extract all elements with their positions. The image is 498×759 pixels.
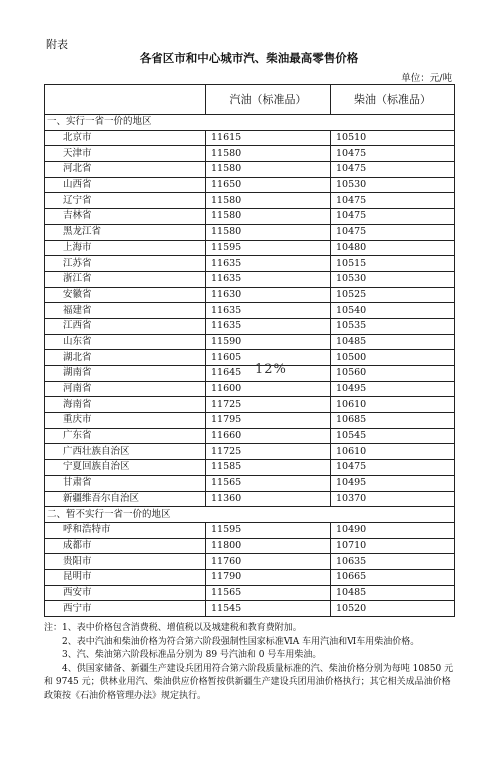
- table-row: [45, 224, 455, 240]
- region-cell: 江西省: [45, 318, 206, 334]
- price-table: [44, 84, 455, 617]
- diesel-price-cell: 10475: [331, 209, 455, 225]
- table-row: [45, 256, 455, 272]
- region-cell: 福建省: [45, 303, 206, 319]
- diesel-price-cell: 10475: [331, 460, 455, 476]
- region-cell: 西安市: [45, 585, 206, 601]
- header-gasoline: 汽油（标准品）: [206, 85, 331, 115]
- diesel-price-cell: 10475: [331, 146, 455, 162]
- section-heading: 一、实行一省一价的地区: [45, 115, 455, 131]
- diesel-price-cell: 10530: [331, 271, 455, 287]
- diesel-price-cell: 10685: [331, 413, 455, 429]
- gasoline-price-cell: 11725: [206, 397, 331, 413]
- gasoline-price-cell: 11795: [206, 413, 331, 429]
- gasoline-price-cell: 11565: [206, 475, 331, 491]
- diesel-price-cell: 10535: [331, 318, 455, 334]
- table-row: [45, 240, 455, 256]
- table-row: [45, 303, 455, 319]
- table-row: [45, 193, 455, 209]
- diesel-price-cell: 10485: [331, 585, 455, 601]
- region-cell: 成都市: [45, 538, 206, 554]
- diesel-price-cell: 10520: [331, 601, 455, 617]
- gasoline-price-cell: 11800: [206, 538, 331, 554]
- note-3: 3、汽、柴油第六阶段标准品分别为 89 号汽油和 0 号车用柴油。: [62, 650, 322, 661]
- diesel-price-cell: 10530: [331, 177, 455, 193]
- region-cell: 山西省: [45, 177, 206, 193]
- gasoline-price-cell: 11590: [206, 334, 331, 350]
- diesel-price-cell: 10540: [331, 303, 455, 319]
- region-cell: 吉林省: [45, 209, 206, 225]
- gasoline-price-cell: 11635: [206, 271, 331, 287]
- gasoline-price-cell: 11660: [206, 428, 331, 444]
- table-row: [45, 162, 455, 178]
- table-row: [45, 428, 455, 444]
- gasoline-price-cell: 11360: [206, 491, 331, 507]
- diesel-price-cell: 10610: [331, 444, 455, 460]
- diesel-price-cell: 10495: [331, 475, 455, 491]
- table-row: [45, 350, 455, 366]
- header-diesel: 柴油（标准品）: [331, 85, 455, 115]
- diesel-price-cell: 10515: [331, 256, 455, 272]
- region-cell: 新疆维吾尔自治区: [45, 491, 206, 507]
- gasoline-price-cell: 11615: [206, 130, 331, 146]
- region-cell: 贵阳市: [45, 554, 206, 570]
- region-cell: 河南省: [45, 381, 206, 397]
- unit-label: 单位：元/吨: [401, 73, 452, 84]
- region-cell: 河北省: [45, 162, 206, 178]
- table-row: [45, 366, 455, 382]
- gasoline-price-cell: 11645: [206, 366, 331, 382]
- diesel-price-cell: 10560: [331, 366, 455, 382]
- table-row: [45, 491, 455, 507]
- diesel-price-cell: 10485: [331, 334, 455, 350]
- table-row: [45, 209, 455, 225]
- gasoline-price-cell: 11600: [206, 381, 331, 397]
- gasoline-price-cell: 11635: [206, 318, 331, 334]
- region-cell: 昆明市: [45, 569, 206, 585]
- region-cell: 江苏省: [45, 256, 206, 272]
- diesel-price-cell: 10475: [331, 162, 455, 178]
- diesel-price-cell: 10475: [331, 224, 455, 240]
- table-row: [45, 130, 455, 146]
- gasoline-price-cell: 11650: [206, 177, 331, 193]
- region-cell: 上海市: [45, 240, 206, 256]
- region-cell: 北京市: [45, 130, 206, 146]
- gasoline-price-cell: 11595: [206, 522, 331, 538]
- region-cell: 呼和浩特市: [45, 522, 206, 538]
- gasoline-price-cell: 11565: [206, 585, 331, 601]
- table-row: [45, 413, 455, 429]
- region-cell: 天津市: [45, 146, 206, 162]
- gasoline-price-cell: 11790: [206, 569, 331, 585]
- table-row: [45, 554, 455, 570]
- gasoline-price-cell: 11580: [206, 146, 331, 162]
- gasoline-price-cell: 11760: [206, 554, 331, 570]
- gasoline-price-cell: 11580: [206, 193, 331, 209]
- table-row: [45, 287, 455, 303]
- gasoline-price-cell: 11635: [206, 256, 331, 272]
- gasoline-price-cell: 11580: [206, 162, 331, 178]
- section-row: [45, 507, 455, 523]
- diesel-price-cell: 10490: [331, 522, 455, 538]
- table-row: [45, 569, 455, 585]
- appendix-label: 附表: [46, 38, 68, 51]
- gasoline-price-cell: 11580: [206, 209, 331, 225]
- diesel-price-cell: 10480: [331, 240, 455, 256]
- diesel-price-cell: 10545: [331, 428, 455, 444]
- diesel-price-cell: 10610: [331, 397, 455, 413]
- region-cell: 海南省: [45, 397, 206, 413]
- gasoline-price-cell: 11585: [206, 460, 331, 476]
- section-row: [45, 115, 455, 131]
- region-cell: 湖南省: [45, 366, 206, 382]
- table-row: [45, 538, 455, 554]
- notes: [44, 622, 458, 704]
- table-row: [45, 334, 455, 350]
- diesel-price-cell: 10475: [331, 193, 455, 209]
- gasoline-price-cell: 11605: [206, 350, 331, 366]
- note-1: 注：1、表中价格包含消费税、增值税以及城建税和教育费附加。: [44, 623, 302, 633]
- header-region: [45, 85, 206, 115]
- table-row: [45, 585, 455, 601]
- region-cell: 宁夏回族自治区: [45, 460, 206, 476]
- diesel-price-cell: 10495: [331, 381, 455, 397]
- table-row: [45, 444, 455, 460]
- region-cell: 广西壮族自治区: [45, 444, 206, 460]
- gasoline-price-cell: 11630: [206, 287, 331, 303]
- region-cell: 安徽省: [45, 287, 206, 303]
- region-cell: 黑龙江省: [45, 224, 206, 240]
- table-row: [45, 381, 455, 397]
- region-cell: 西宁市: [45, 601, 206, 617]
- watermark: 12%: [255, 362, 287, 377]
- region-cell: 山东省: [45, 334, 206, 350]
- diesel-price-cell: 10525: [331, 287, 455, 303]
- diesel-price-cell: 10510: [331, 130, 455, 146]
- diesel-price-cell: 10665: [331, 569, 455, 585]
- diesel-price-cell: 10635: [331, 554, 455, 570]
- diesel-price-cell: 10710: [331, 538, 455, 554]
- table-row: [45, 522, 455, 538]
- diesel-price-cell: 10500: [331, 350, 455, 366]
- table-row: [45, 177, 455, 193]
- region-cell: 重庆市: [45, 413, 206, 429]
- table-row: [45, 601, 455, 617]
- table-row: [45, 318, 455, 334]
- gasoline-price-cell: 11545: [206, 601, 331, 617]
- table-row: [45, 146, 455, 162]
- region-cell: 湖北省: [45, 350, 206, 366]
- gasoline-price-cell: 11725: [206, 444, 331, 460]
- gasoline-price-cell: 11580: [206, 224, 331, 240]
- note-4: 4、供国家储备、新疆生产建设兵团用符合第六阶段质量标准的汽、柴油价格分别为每吨 10850 元和 9745 元；供林业用汽、柴油供应价格暂按供新疆生产建设兵团用油价格执行；其它相关成品油价格政策按《石油价格管理办法》规定执行。: [44, 663, 454, 701]
- gasoline-price-cell: 11635: [206, 303, 331, 319]
- table-row: [45, 397, 455, 413]
- page-title: 各省区市和中心城市汽、柴油最高零售价格: [139, 51, 359, 65]
- table-row: [45, 475, 455, 491]
- section-heading: 二、暂不实行一省一价的地区: [45, 507, 455, 523]
- header-row: [45, 85, 455, 115]
- note-2: 2、表中汽油和柴油价格为符合第六阶段强制性国家标准ⅥA 车用汽油和Ⅵ车用柴油价格。: [62, 636, 420, 647]
- diesel-price-cell: 10370: [331, 491, 455, 507]
- table-row: [45, 460, 455, 476]
- region-cell: 辽宁省: [45, 193, 206, 209]
- region-cell: 甘肃省: [45, 475, 206, 491]
- gasoline-price-cell: 11595: [206, 240, 331, 256]
- region-cell: 浙江省: [45, 271, 206, 287]
- region-cell: 广东省: [45, 428, 206, 444]
- table-row: [45, 271, 455, 287]
